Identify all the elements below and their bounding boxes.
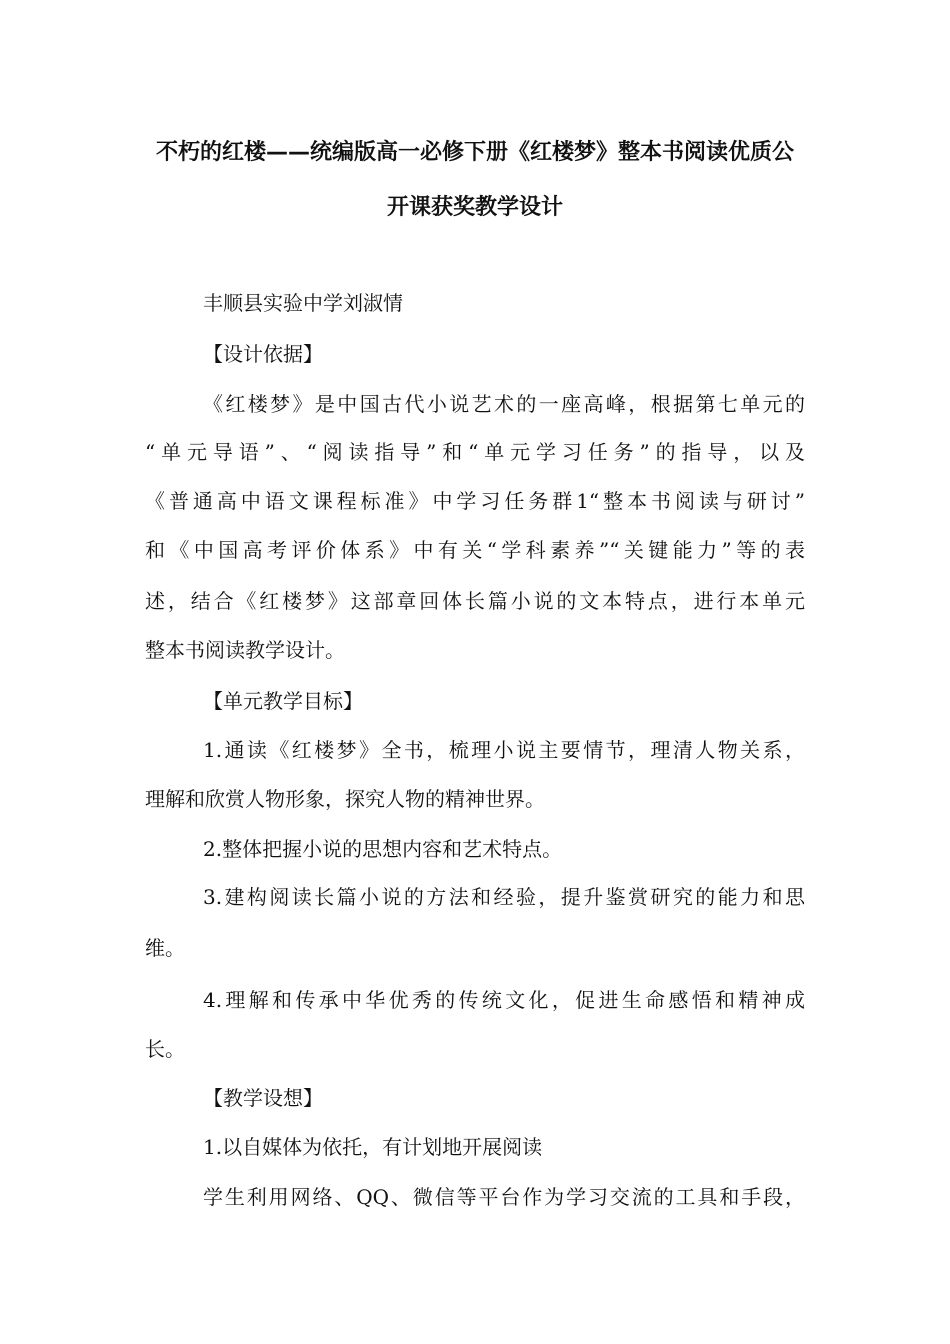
paragraph-line: 《普通高中语文课程标准》中学习任务群1“整本书阅读与研讨” (145, 489, 805, 513)
idea-1-heading: 1.以自媒体为依托，有计划地开展阅读 (203, 1135, 543, 1159)
title-line-1: 不朽的红楼——统编版高一必修下册《红楼梦》整本书阅读优质公 (155, 140, 794, 165)
idea-1-line-1: 学生利用网络、QQ、微信等平台作为学习交流的工具和手段， (203, 1185, 805, 1209)
section-heading-teaching-ideas: 【教学设想】 (203, 1086, 323, 1110)
goal-4-line-1: 4.理解和传承中华优秀的传统文化，促进生命感悟和精神成 (203, 988, 805, 1012)
goal-1-line-2: 理解和欣赏人物形象，探究人物的精神世界。 (145, 787, 545, 811)
paragraph-line: 整本书阅读教学设计。 (145, 638, 345, 662)
goal-4-line-2: 长。 (145, 1037, 185, 1061)
paragraph-line: 《红楼梦》是中国古代小说艺术的一座高峰，根据第七单元的 (203, 392, 805, 416)
goal-3-line-1: 3.建构阅读长篇小说的方法和经验，提升鉴赏研究的能力和思 (203, 885, 805, 909)
paragraph-line: 和《中国高考评价体系》中有关“学科素养”“关键能力”等的表 (145, 538, 805, 562)
title-line-2: 开课获奖教学设计 (386, 195, 563, 220)
section-heading-unit-goals: 【单元教学目标】 (203, 689, 363, 713)
document-title (145, 125, 805, 235)
paragraph-line: 述，结合《红楼梦》这部章回体长篇小说的文本特点，进行本单元 (145, 589, 805, 613)
goal-1-line-1: 1.通读《红楼梦》全书，梳理小说主要情节，理清人物关系， (203, 738, 805, 762)
goal-3-line-2: 维。 (145, 936, 185, 960)
author-line: 丰顺县实验中学刘淑情 (203, 291, 403, 315)
goal-2: 2.整体把握小说的思想内容和艺术特点。 (203, 837, 563, 861)
paragraph-line: “单元导语”、“阅读指导”和“单元学习任务”的指导，以及 (145, 440, 805, 464)
section-heading-design-basis: 【设计依据】 (203, 342, 323, 366)
